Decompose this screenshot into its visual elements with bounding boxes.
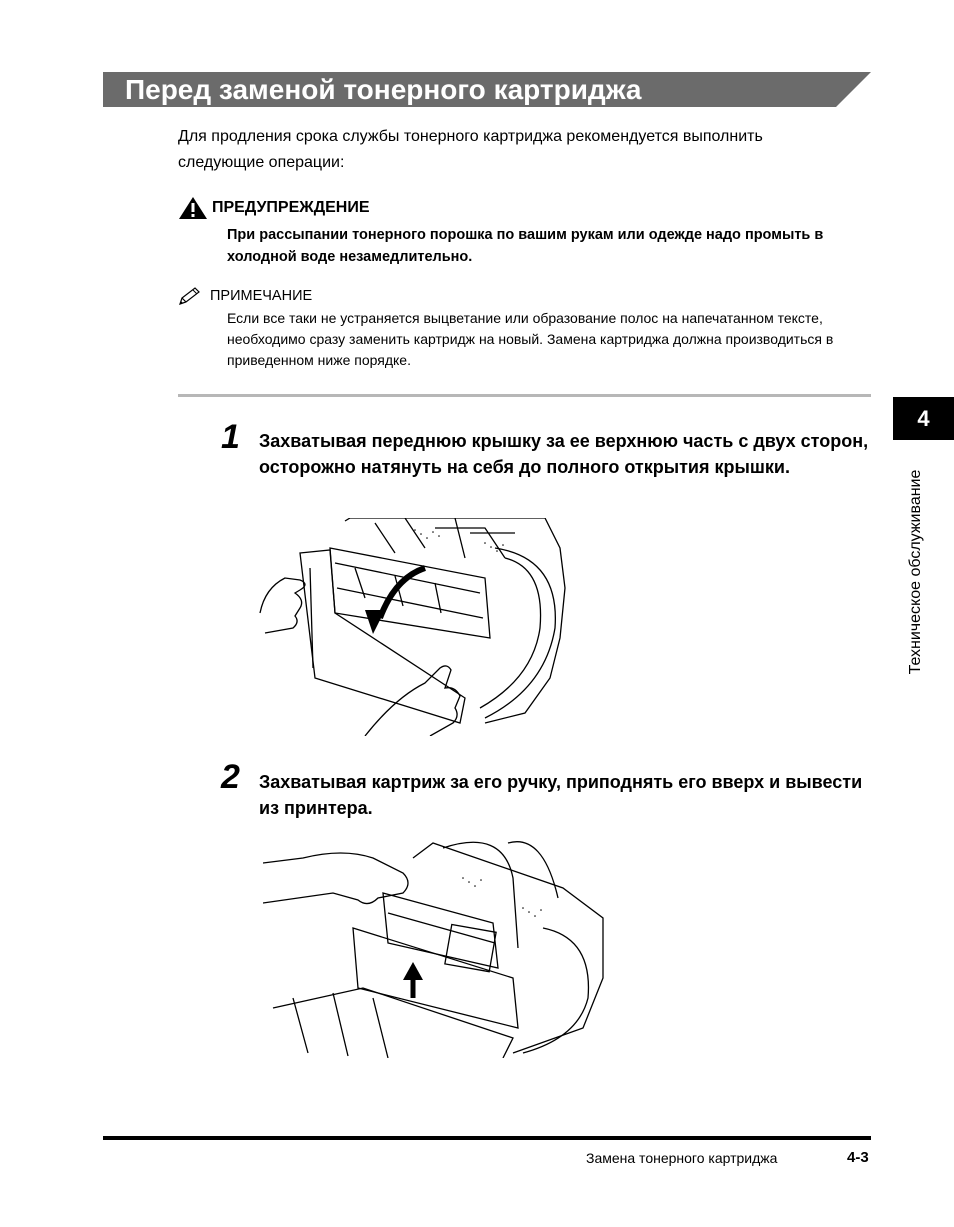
footer-rule xyxy=(103,1136,871,1140)
note-text: Если все таки не устраняется выцветание или образование полос на напечатанном тексте, необходимо сразу заменить картридж на новый. Замена картриджа должна производиться в приведенном ниже порядке. xyxy=(227,310,834,368)
page-title: Перед заменой тонерного картриджа xyxy=(125,74,642,105)
figure-remove-cartridge xyxy=(263,838,608,1058)
intro-paragraph: Для продления срока службы тонерного картриджа рекомендуется выполнить следующие операции: xyxy=(178,128,763,171)
note-title: ПРИМЕЧАНИЕ xyxy=(210,288,313,304)
step-instruction: Захватывая картриж за его ручку, приподнять его вверх и вывести из принтера. xyxy=(259,772,863,818)
footer-section-title: Замена тонерного картриджа xyxy=(586,1150,778,1166)
chapter-tab-label: Техническое обслуживание xyxy=(907,469,924,675)
pencil-note-icon xyxy=(178,286,204,306)
warning-header xyxy=(178,196,370,220)
warning-title: ПРЕДУПРЕЖДЕНИЕ xyxy=(212,199,370,216)
section-title-bar xyxy=(103,72,871,107)
section-divider xyxy=(178,394,871,397)
warning-text: При рассыпании тонерного порошка по вашим рукам или одежде надо промыть в холодной воде незамедлительно. xyxy=(227,227,824,265)
note-header xyxy=(178,285,312,307)
step-number: 1 xyxy=(221,418,240,456)
figure-open-front-cover xyxy=(255,518,575,736)
step-number: 2 xyxy=(221,758,240,796)
chapter-tab: 4 xyxy=(893,397,954,440)
warning-triangle-icon xyxy=(178,196,208,220)
step-instruction: Захватывая переднюю крышку за ее верхнюю часть с двух сторон, осторожно натянуть на себя до полного открытия крышки. xyxy=(259,431,869,477)
page-number: 4-3 xyxy=(847,1149,869,1166)
